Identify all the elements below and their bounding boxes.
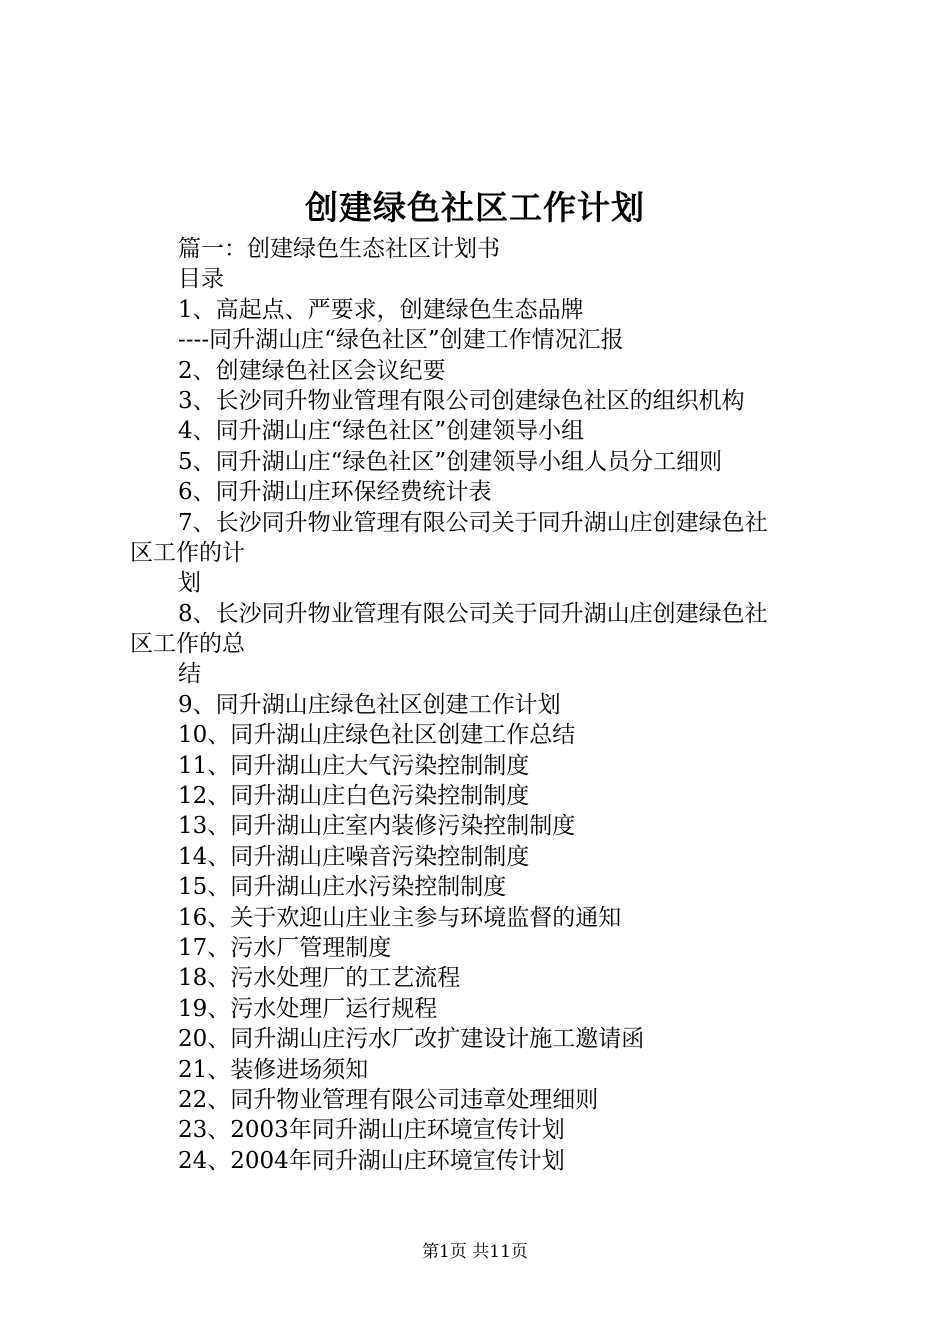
body-line: ----同升湖山庄“绿色社区”创建工作情况汇报 [178, 327, 624, 354]
body-line: 5、同升湖山庄“绿色社区”创建领导小组人员分工细则 [178, 448, 723, 475]
body-line: 19、污水处理厂运行规程 [178, 995, 438, 1022]
document-body [130, 234, 835, 1176]
body-line: 20、同升湖山庄污水厂改扩建设计施工邀请函 [178, 1026, 645, 1053]
body-line: 23、2003年同升湖山庄环境宣传计划 [178, 1117, 565, 1144]
body-line: 区工作的计 [130, 539, 245, 566]
body-line: 3、长沙同升物业管理有限公司创建绿色社区的组织机构 [178, 387, 745, 414]
body-line: 18、污水处理厂的工艺流程 [178, 965, 461, 992]
body-line: 22、同升物业管理有限公司违章处理细则 [178, 1086, 599, 1113]
body-line: 1、高起点、严要求，创建绿色生态品牌 [178, 296, 584, 323]
page-footer: 第1页 共11页 [422, 1242, 528, 1262]
body-line: 篇一：创建绿色生态社区计划书 [178, 236, 500, 262]
body-line: 13、同升湖山庄室内装修污染控制制度 [178, 813, 576, 840]
body-line: 目录 [178, 266, 224, 293]
body-line: 17、污水厂管理制度 [178, 934, 392, 961]
body-line: 9、同升湖山庄绿色社区创建工作计划 [178, 691, 561, 718]
body-line: 11、同升湖山庄大气污染控制制度 [178, 752, 530, 779]
body-line: 划 [178, 570, 201, 597]
body-line: 12、同升湖山庄白色污染控制制度 [178, 783, 530, 810]
body-line: 2、创建绿色社区会议纪要 [178, 357, 446, 384]
document-title: 创建绿色社区工作计划 [305, 188, 645, 227]
body-line: 21、装修进场须知 [178, 1056, 369, 1083]
body-line: 15、同升湖山庄水污染控制制度 [178, 874, 507, 901]
body-line: 区工作的总 [130, 631, 245, 658]
body-line: 14、同升湖山庄噪音污染控制制度 [178, 843, 530, 870]
body-line: 4、同升湖山庄“绿色社区”创建领导小组 [178, 418, 585, 445]
body-line: 结 [178, 661, 201, 688]
body-line: 6、同升湖山庄环保经费统计表 [178, 479, 492, 506]
body-line: 24、2004年同升湖山庄环境宣传计划 [178, 1147, 565, 1174]
body-line: 8、长沙同升物业管理有限公司关于同升湖山庄创建绿色社 [178, 600, 768, 627]
body-line: 10、同升湖山庄绿色社区创建工作总结 [178, 722, 576, 749]
body-line: 7、长沙同升物业管理有限公司关于同升湖山庄创建绿色社 [178, 509, 768, 536]
body-line: 16、关于欢迎山庄业主参与环境监督的通知 [178, 904, 622, 931]
